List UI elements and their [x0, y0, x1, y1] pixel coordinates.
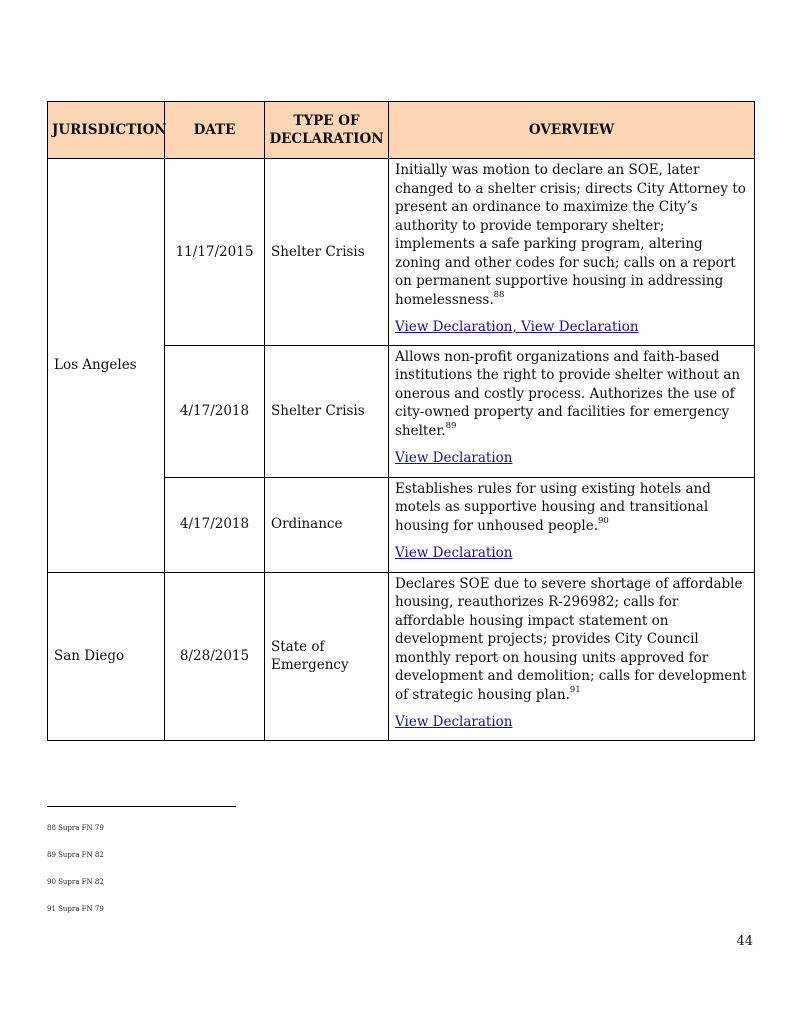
overview-cell	[389, 345, 755, 477]
overview-text: Declares SOE due to severe shortage of affordable housing, reauthorizes R-296982; calls for affordable housing impact statement on development projects; provides City Council monthly report on housing units approved for development and demolition; calls for development of strategic housing plan.$^{91}$	[395, 575, 747, 703]
header-row	[48, 102, 755, 159]
overview-text: Allows non-profit organizations and faith-based institutions the right to provide shelter without an onerous and costly process. Authorizes the use of city-owned property and facilities for emergency shelter.$^{89}$	[395, 348, 741, 439]
view-declaration-link[interactable]: View Declaration	[395, 450, 513, 466]
date-cell: 8/28/2015	[165, 572, 265, 740]
footnote-item: 91 Supra FN 79	[47, 905, 104, 913]
header-date: DATE	[165, 102, 265, 159]
header-overview: OVERVIEW	[389, 102, 755, 159]
view-declaration-link[interactable]: View Declaration	[395, 319, 513, 335]
jurisdiction-cell: San Diego	[48, 572, 165, 740]
date-cell: 11/17/2015	[165, 159, 265, 346]
view-declaration-link[interactable]: View Declaration	[395, 545, 513, 561]
type-cell: State of Emergency	[265, 572, 389, 740]
view-declaration-link[interactable]: View Declaration	[395, 714, 513, 730]
date-cell: 4/17/2018	[165, 477, 265, 572]
overview-text: Establishes rules for using existing hotels and motels as supportive housing and transitional housing for unhoused people.$^{90}$	[395, 480, 711, 534]
footnote-ref: 88	[493, 290, 505, 300]
type-cell: Ordinance	[265, 477, 389, 572]
footnotes	[47, 824, 104, 932]
footnote-item: 88 Supra FN 79	[47, 824, 104, 832]
overview-text: Initially was motion to declare an SOE, later changed to a shelter crisis; directs City Attorney to present an ordinance to maximize the City’s authority to provide temporary shelter; implements a safe parking program, altering zoning and other codes for such; calls on a report on permanent supportive housing in addressing homelessness.$^{88}$	[395, 162, 746, 308]
table-row	[48, 159, 755, 346]
date-cell: 4/17/2018	[165, 345, 265, 477]
view-declaration-link-separator[interactable]: ,	[512, 319, 522, 335]
type-cell: Shelter Crisis	[265, 159, 389, 346]
footnote-separator	[47, 806, 236, 807]
declaration-links	[395, 318, 748, 337]
footnote-ref: 90	[598, 516, 609, 526]
footnote-ref: 91	[569, 685, 581, 695]
overview-cell	[389, 477, 755, 572]
view-declaration-link[interactable]: View Declaration	[521, 319, 639, 335]
declaration-links	[395, 544, 748, 563]
overview-cell	[389, 572, 755, 740]
header-type-of-declaration: TYPE OF DECLARATION	[265, 102, 389, 159]
jurisdiction-cell: Los Angeles	[48, 159, 165, 573]
page-number: 44	[736, 934, 753, 949]
declarations-table	[47, 101, 755, 741]
declaration-links	[395, 713, 748, 732]
footnote-ref: 89	[445, 421, 457, 431]
header-jurisdiction: JURISDICTION	[48, 102, 165, 159]
footnote-item: 90 Supra FN 82	[47, 878, 104, 886]
type-cell: Shelter Crisis	[265, 345, 389, 477]
declaration-links	[395, 449, 748, 468]
table-row	[48, 572, 755, 740]
footnote-item: 89 Supra FN 82	[47, 851, 104, 859]
overview-cell	[389, 159, 755, 346]
